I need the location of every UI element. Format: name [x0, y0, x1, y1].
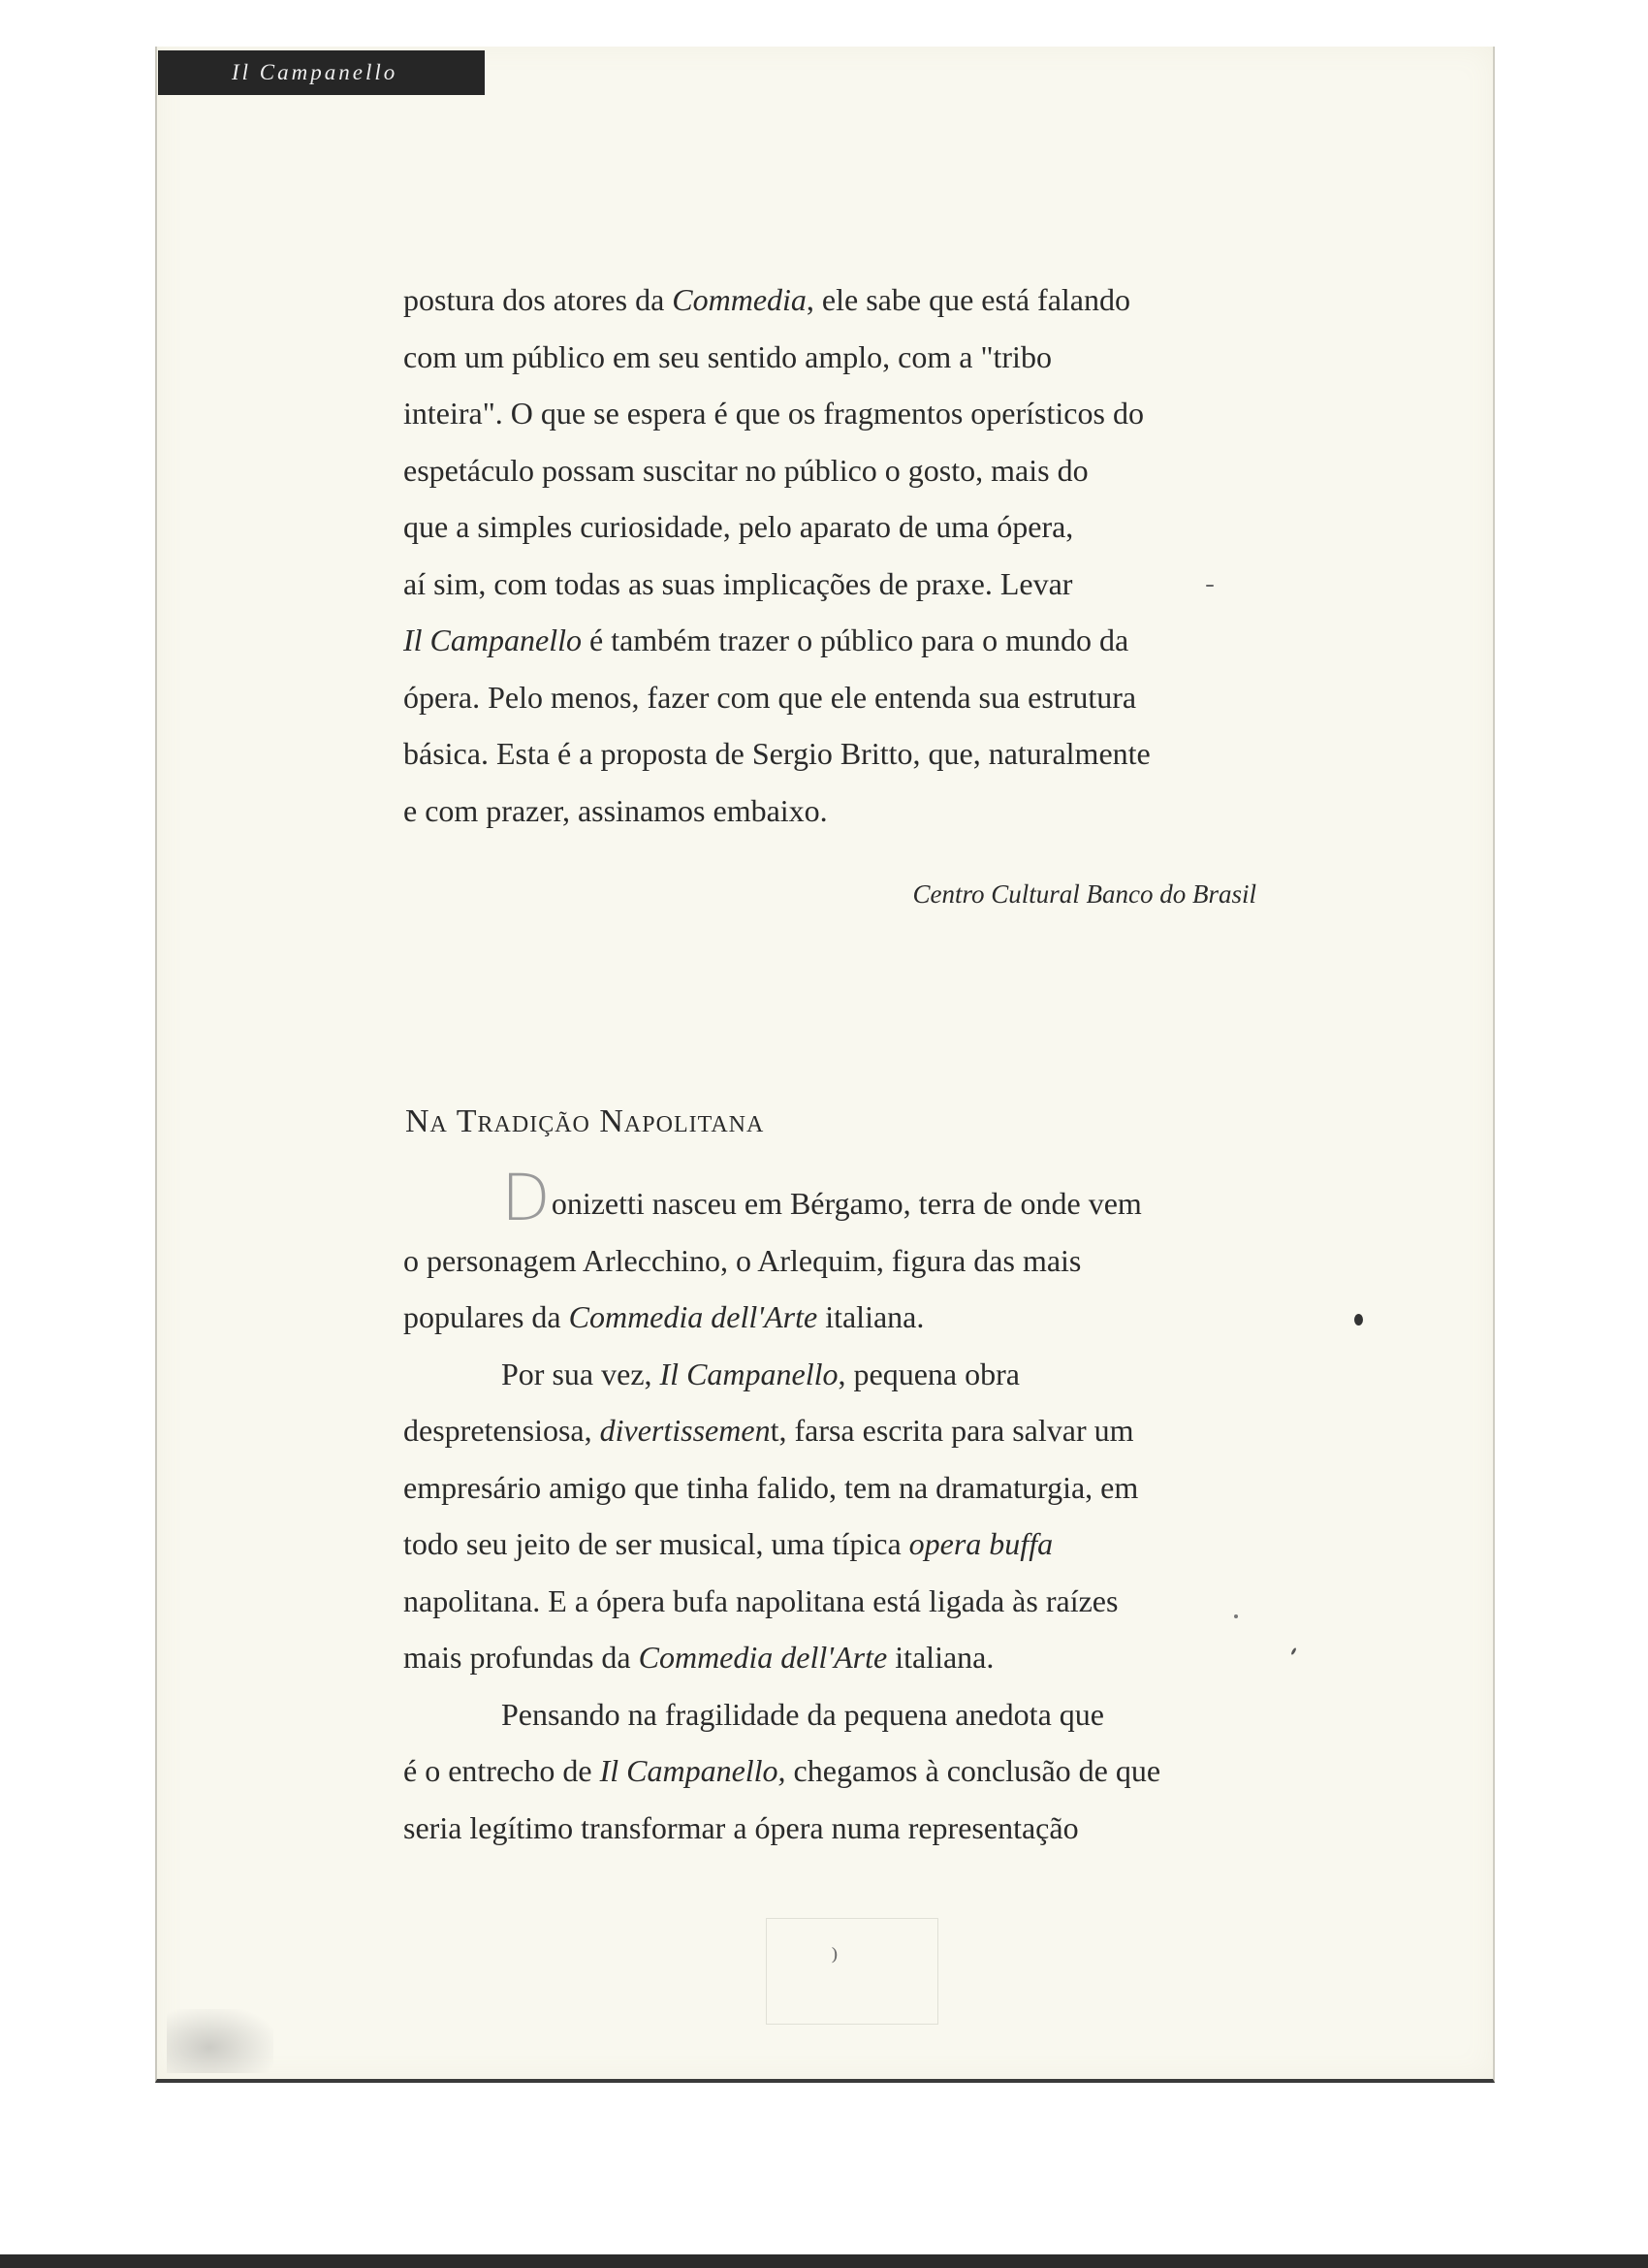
text-line: básica. Esta é a proposta de Sergio Britto, que, naturalmente: [403, 736, 1151, 771]
ink-speck: [1206, 585, 1214, 587]
text-line: mais profundas da Commedia dell'Arte italiana.: [403, 1640, 995, 1675]
scan-edge: [0, 2254, 1648, 2268]
text-line: Por sua vez, Il Campanello, pequena obra: [501, 1356, 1020, 1391]
text-line: Donizetti nasceu em Bérgamo, terra de onde vem: [501, 1161, 1142, 1235]
running-header: Il Campanello: [158, 50, 485, 95]
text-line: espetáculo possam suscitar no público o gosto, mais do: [403, 452, 1089, 488]
signature: Centro Cultural Banco do Brasil: [912, 879, 1256, 909]
text-line: populares da Commedia dell'Arte italiana.: [403, 1299, 925, 1334]
text-line: postura dos atores da Commedia, ele sabe que está falando: [403, 282, 1130, 317]
text-line: napolitana. E a ópera bufa napolitana está ligada às raízes: [403, 1582, 1119, 1618]
text-line: Pensando na fragilidade da pequena anedota que: [501, 1696, 1104, 1732]
text-line: despretensiosa, divertissement, farsa escrita para salvar um: [403, 1413, 1134, 1448]
section-body: [403, 1161, 1276, 1856]
folio-mark: ⁾: [831, 1942, 839, 1977]
text-line: seria legítimo transformar a ópera numa representação: [403, 1809, 1079, 1845]
text-line: é o entrecho de Il Campanello, chegamos à conclusão de que: [403, 1753, 1161, 1788]
text-line: que a simples curiosidade, pelo aparato de uma ópera,: [403, 509, 1074, 544]
text-line: empresário amigo que tinha falido, tem na dramaturgia, em: [403, 1469, 1139, 1505]
ink-speck: [1354, 1314, 1363, 1326]
text-line: aí sim, com todas as suas implicações de praxe. Levar: [403, 565, 1073, 601]
text-line: o personagem Arlecchino, o Arlequim, figura das mais: [403, 1242, 1082, 1278]
text-line: inteira". O que se espera é que os fragmentos operísticos do: [403, 396, 1144, 431]
drop-cap: D: [501, 1161, 551, 1235]
text-line: ópera. Pelo menos, fazer com que ele entenda sua estrutura: [403, 679, 1137, 715]
text-line: e com prazer, assinamos embaixo.: [403, 792, 828, 828]
folio-area: [766, 1918, 938, 2025]
intro-paragraph: [403, 272, 1276, 839]
scan-smudge: [167, 2009, 273, 2073]
section-title: Na Tradição Napolitana: [405, 1103, 765, 1139]
text-line: todo seu jeito de ser musical, uma típica opera buffa: [403, 1526, 1054, 1561]
text-line: com um público em seu sentido amplo, com a "tribo: [403, 338, 1052, 374]
text-line: Il Campanello é também trazer o público para o mundo da: [403, 623, 1129, 657]
ink-speck: [1234, 1614, 1238, 1618]
